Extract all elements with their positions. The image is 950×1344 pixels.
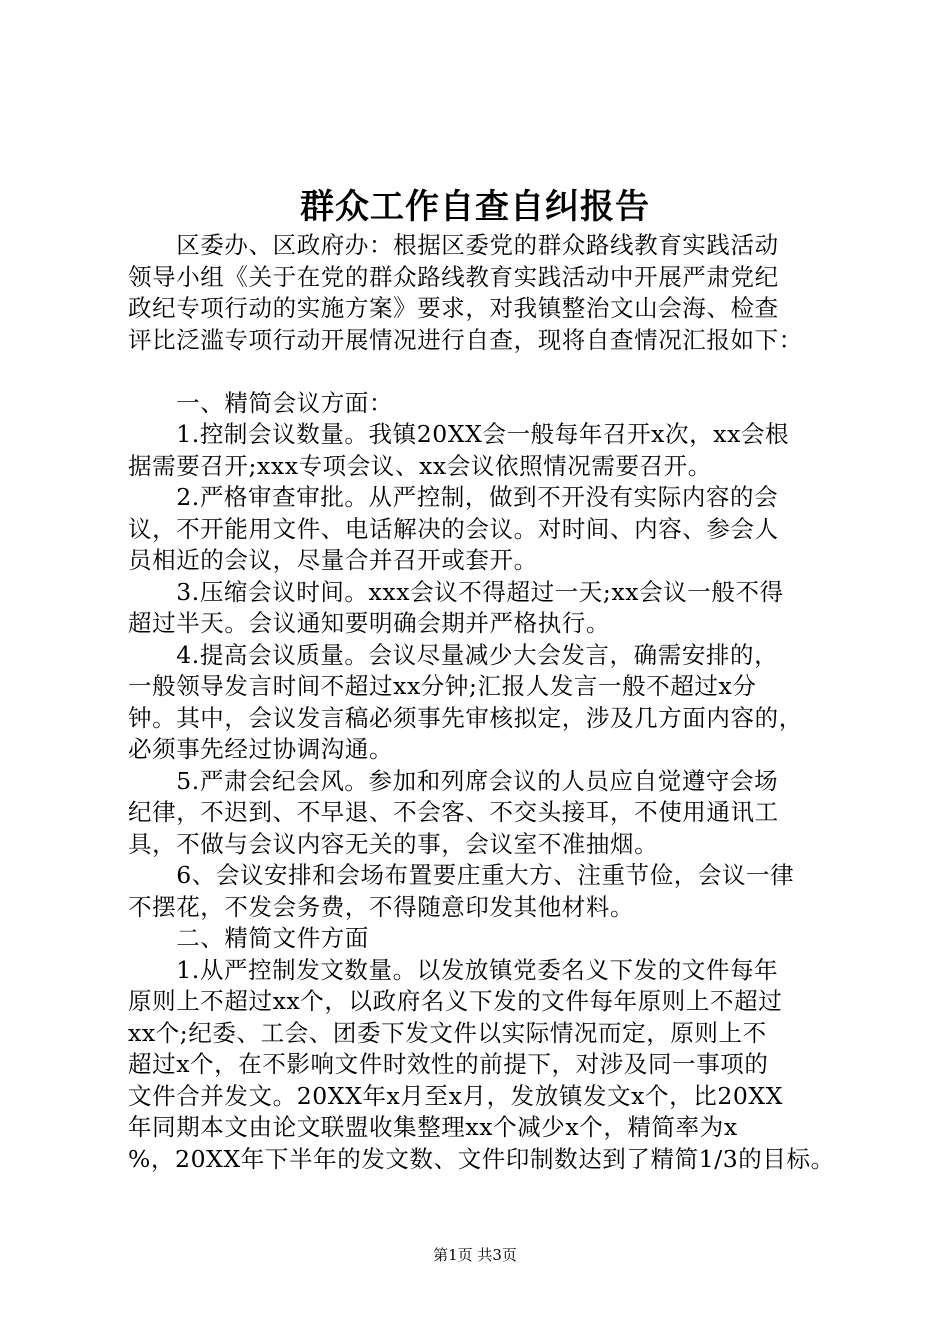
- page-footer: 第1页 共3页: [433, 1246, 517, 1264]
- body-line: %，20XX年下半年的发文数、文件印制数达到了精简1/3的目标。: [128, 1144, 835, 1173]
- body-line: 二、精简文件方面: [128, 924, 369, 952]
- body-line: 5.严肃会纪会风。参加和列席会议的人员应自觉遵守会场: [128, 766, 779, 795]
- body-line: 文件合并发文。20XX年x月至x月，发放镇发文x个，比20XX: [128, 1081, 784, 1110]
- body-line: 1.从严控制发文数量。以发放镇党委名义下发的文件每年: [128, 955, 779, 984]
- body-line: 纪律，不迟到、不早退、不会客、不交头接耳，不使用通讯工: [128, 798, 779, 826]
- body-line: 评比泛滥专项行动开展情况进行自查，现将自查情况汇报如下：: [128, 325, 803, 354]
- body-line: 1.控制会议数量。我镇20XX会一般每年召开x次，xx会根: [128, 420, 790, 448]
- body-line: 原则上不超过xx个，以政府名义下发的文件每年原则上不超过: [128, 987, 783, 1015]
- document-body: [128, 230, 836, 1175]
- body-line: 领导小组《关于在党的群众路线教育实践活动中开展严肃党纪: [128, 262, 779, 291]
- body-line: 政纪专项行动的实施方案》要求，对我镇整治文山会海、检查: [128, 294, 779, 322]
- document-title: 群众工作自查自纠报告: [300, 187, 650, 227]
- body-line: 员相近的会议，尽量合并召开或套开。: [128, 546, 538, 574]
- body-line: 议，不开能用文件、电话解决的会议。对时间、内容、参会人: [128, 514, 779, 543]
- body-line: 超过x个，在不影响文件时效性的前提下，对涉及同一事项的: [128, 1050, 769, 1078]
- body-line: 超过半天。会议通知要明确会期并严格执行。: [128, 609, 610, 637]
- body-line: 3.压缩会议时间。xxx会议不得超过一天;xx会议一般不得: [128, 577, 784, 606]
- body-line: xx个;纪委、工会、团委下发文件以实际情况而定，原则上不: [128, 1018, 767, 1047]
- body-line: 一、精简会议方面：: [128, 388, 394, 417]
- body-line: 年同期本文由论文联盟收集整理xx个减少x个，精简率为x: [128, 1113, 738, 1141]
- body-line: 据需要召开;xxx专项会议、xx会议依照情况需要召开。: [128, 451, 712, 480]
- body-line: 必须事先经过协调沟通。: [128, 735, 394, 763]
- body-line: 区委办、区政府办：根据区委党的群众路线教育实践活动: [128, 231, 779, 259]
- body-line: 一般领导发言时间不超过xx分钟;汇报人发言一般不超过x分: [128, 672, 757, 700]
- body-line: 2.严格审查审批。从严控制，做到不开没有实际内容的会: [128, 483, 779, 511]
- body-line: 不摆花，不发会务费，不得随意印发其他材料。: [128, 892, 635, 921]
- body-line: 6、会议安排和会场布置要庄重大方、注重节俭，会议一律: [128, 861, 795, 889]
- body-line: 4.提高会议质量。会议尽量减少大会发言，确需安排的，: [128, 640, 779, 669]
- blank-line: [128, 356, 836, 388]
- body-line: 具，不做与会议内容无关的事，会议室不准抽烟。: [128, 829, 659, 858]
- body-line: 钟。其中，会议发言稿必须事先审核拟定，涉及几方面内容的，: [128, 703, 803, 732]
